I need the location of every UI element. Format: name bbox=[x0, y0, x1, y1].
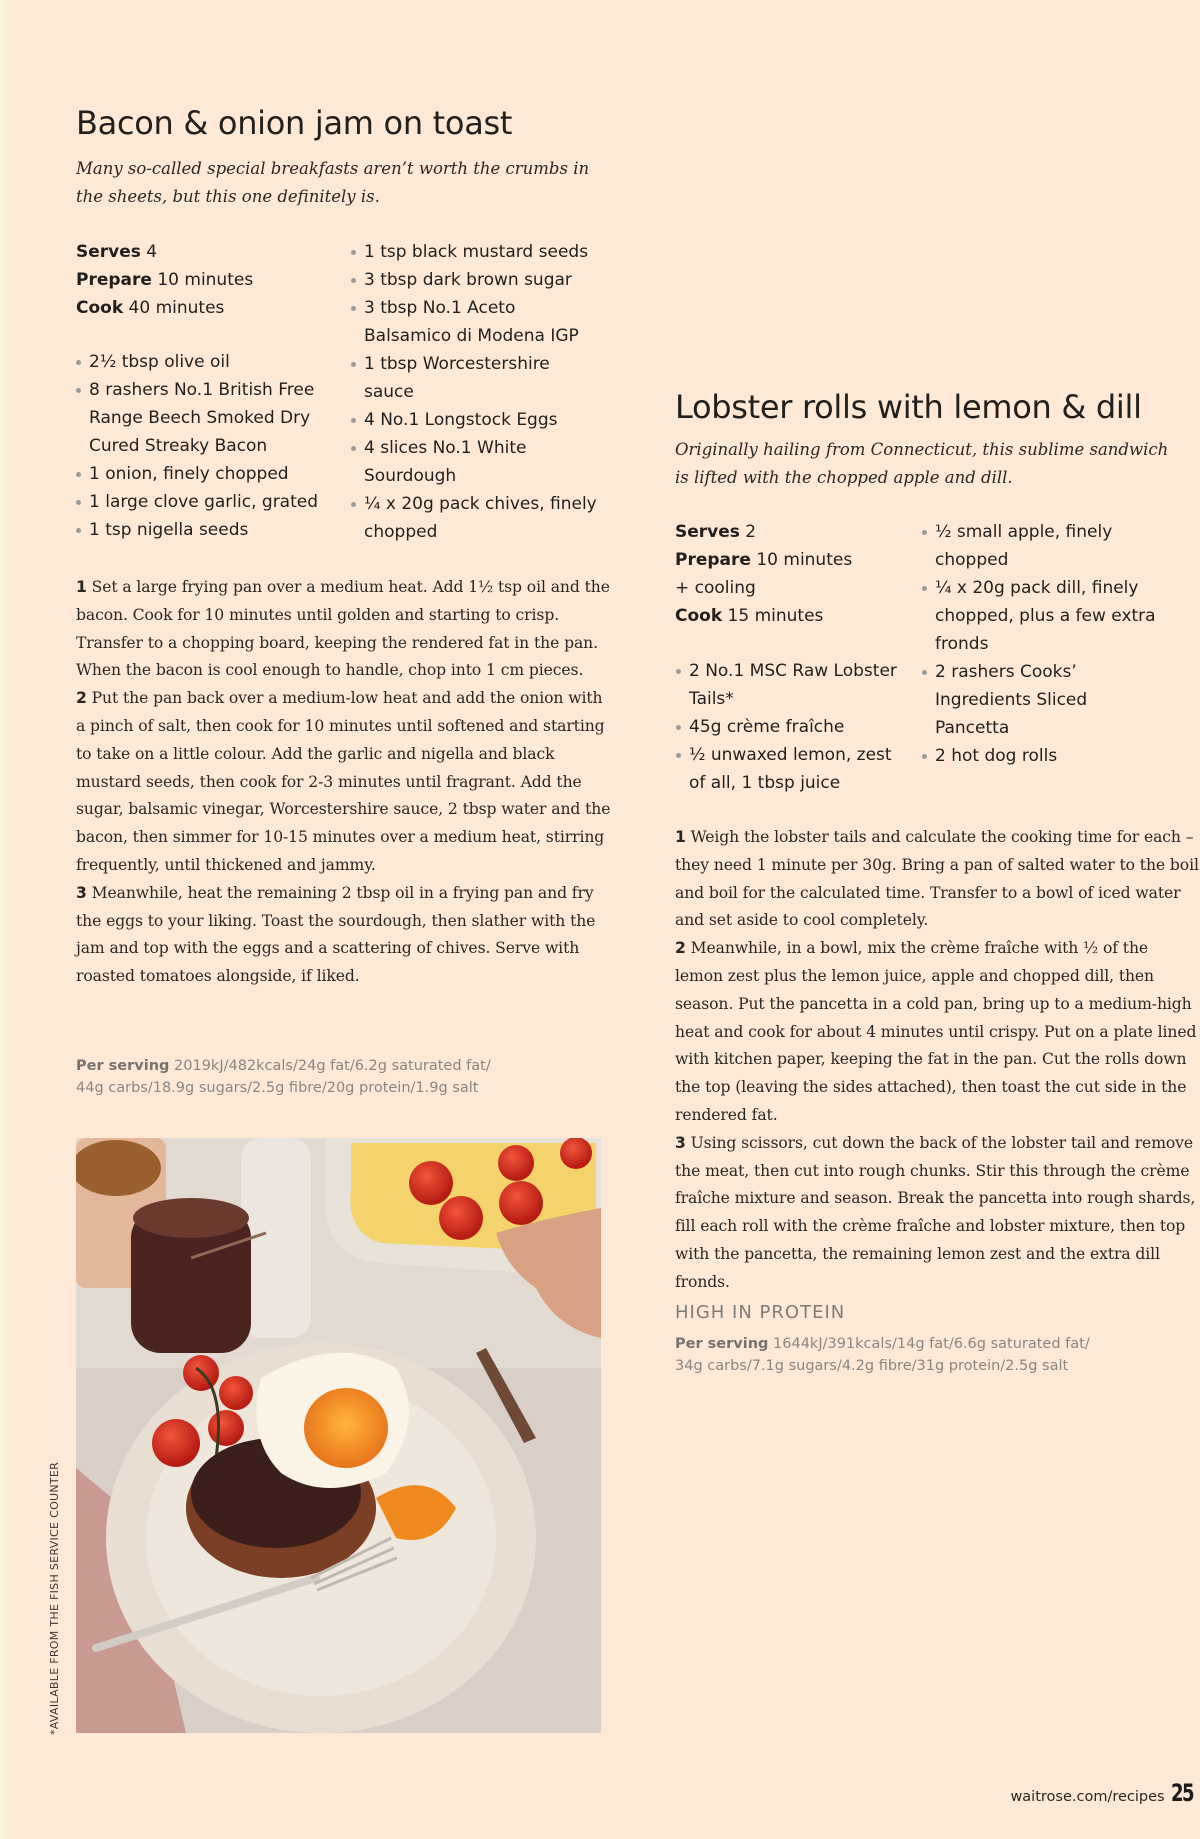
ingredient: 2 hot dog rolls bbox=[921, 742, 1156, 770]
step-text: Put the pan back over a medium-low heat and add the onion with a pinch of salt, then cook for 10 minutes until softened and starting to take on a little colour. Add the garlic and nigella and black mustard seeds, then cook for 2-3 minutes until fragrant. Add the sugar, balsamic vinegar, Worcestershire sauce, 2 tbsp water and the bacon, then simmer for 10-15 minutes over a medium heat, stirring frequently, until thickened and jammy. bbox=[76, 689, 611, 874]
prepare-label: Prepare bbox=[76, 270, 152, 290]
ingredient: 1 tsp black mustard seeds bbox=[350, 238, 605, 266]
prepare-value: 10 minutes bbox=[756, 550, 853, 570]
page-number: 25 bbox=[1170, 1779, 1193, 1807]
step-text: Meanwhile, in a bowl, mix the crème fraîche with ½ of the lemon zest plus the lemon juice, apple and chopped dill, then season. Put the pancetta in a cold pan, bring up to a medium-high heat and cook for about 4 minutes until crispy. Put on a plate lined with kitchen paper, keeping the fat in the pan. Cut the rolls down the top (leaving the sides attached), then toast the cut side in the rendered fat. bbox=[675, 939, 1197, 1124]
prepare-extra: + cooling bbox=[675, 578, 756, 598]
high-protein-badge: HIGH IN PROTEIN bbox=[675, 1302, 846, 1323]
step-number: 2 bbox=[675, 939, 686, 958]
footnote: *AVAILABLE FROM THE FISH SERVICE COUNTER bbox=[48, 1461, 61, 1735]
ingredient: 3 tbsp No.1 Aceto Balsamico di Modena IGP bbox=[350, 294, 605, 350]
prepare-value: 10 minutes bbox=[157, 270, 254, 290]
ingredient: 4 slices No.1 White Sourdough bbox=[350, 434, 605, 490]
ingredients-list-left bbox=[75, 348, 345, 544]
cook-label: Cook bbox=[675, 606, 723, 626]
step-number: 1 bbox=[76, 578, 87, 596]
ingredient: 1 large clove garlic, grated bbox=[75, 488, 345, 516]
nutrition-info bbox=[675, 1333, 1090, 1377]
method-step bbox=[675, 1130, 1200, 1297]
serves-label: Serves bbox=[76, 242, 141, 262]
page-edge bbox=[0, 0, 10, 1839]
cook-value: 40 minutes bbox=[128, 298, 225, 318]
nutrition-label: Per serving bbox=[76, 1058, 170, 1074]
nutrition-values: 1644kJ/391kcals/14g fat/6.6g saturated fat/ bbox=[773, 1336, 1090, 1352]
prepare-label: Prepare bbox=[675, 550, 751, 570]
method-step bbox=[76, 574, 616, 685]
ingredients-list-right bbox=[921, 518, 1156, 770]
method bbox=[76, 574, 616, 991]
ingredient: 8 rashers No.1 British Free Range Beech Smoked Dry Cured Streaky Bacon bbox=[75, 376, 345, 460]
ingredient: 2 rashers Cooks’ Ingredients Sliced Pancetta bbox=[921, 658, 1156, 742]
ingredients-list-left bbox=[675, 657, 905, 797]
step-number: 1 bbox=[675, 828, 686, 846]
recipe-photo bbox=[76, 1138, 601, 1733]
website-link[interactable]: waitrose.com/recipes bbox=[1010, 1789, 1165, 1805]
ingredient: 2 No.1 MSC Raw Lobster Tails* bbox=[675, 657, 905, 713]
step-text: Using scissors, cut down the back of the lobster tail and remove the meat, then cut into rough chunks. Stir this through the crème fraîche mixture and season. Break the pancetta into rough shards, fill each roll with the crème fraîche and lobster mixture, then top with the pancetta, the remaining lemon zest and the extra dill fronds. bbox=[675, 1133, 1196, 1291]
page-footer bbox=[1010, 1779, 1200, 1807]
nutrition-values: 34g carbs/7.1g sugars/4.2g fibre/31g protein/2.5g salt bbox=[675, 1358, 1069, 1374]
step-text: Meanwhile, heat the remaining 2 tbsp oil in a frying pan and fry the eggs to your liking. Toast the sourdough, then slather with the jam and top with the eggs and a scattering of chives. Serve with roasted tomatoes alongside, if liked. bbox=[76, 883, 596, 986]
method-step bbox=[675, 935, 1200, 1130]
nutrition-label: Per serving bbox=[675, 1336, 769, 1352]
ingredient: ½ small apple, finely chopped bbox=[921, 518, 1156, 574]
nutrition-info bbox=[76, 1055, 491, 1099]
recipe-title: Lobster rolls with lemon & dill bbox=[675, 388, 1142, 426]
cook-value: 15 minutes bbox=[727, 606, 824, 626]
recipe-intro: Originally hailing from Connecticut, this sublime sandwich is lifted with the chopped apple and dill. bbox=[675, 440, 1169, 487]
step-text: Weigh the lobster tails and calculate the cooking time for each – they need 1 minute per 30g. Bring a pan of salted water to the boil and boil for the calculated time. Transfer to a bowl of iced water and set aside to cool completely. bbox=[675, 828, 1199, 930]
recipe-meta bbox=[675, 518, 852, 630]
ingredient: 1 onion, finely chopped bbox=[75, 460, 345, 488]
ingredient: 2½ tbsp olive oil bbox=[75, 348, 345, 376]
ingredients-list-right bbox=[350, 238, 605, 546]
ingredient: 45g crème fraîche bbox=[675, 713, 905, 741]
ingredient: ¼ x 20g pack chives, finely chopped bbox=[350, 490, 605, 546]
method-step bbox=[76, 880, 616, 991]
ingredient: 4 No.1 Longstock Eggs bbox=[350, 406, 605, 434]
ingredient: ¼ x 20g pack dill, finely chopped, plus a few extra fronds bbox=[921, 574, 1156, 658]
method bbox=[675, 824, 1200, 1297]
serves-label: Serves bbox=[675, 522, 740, 542]
recipe-title: Bacon & onion jam on toast bbox=[76, 104, 513, 142]
ingredient: 3 tbsp dark brown sugar bbox=[350, 266, 605, 294]
step-text: Set a large frying pan over a medium heat. Add 1½ tsp oil and the bacon. Cook for 10 minutes until golden and starting to crisp. Transfer to a chopping board, keeping the rendered fat in the pan. When the bacon is cool enough to handle, chop into 1 cm pieces. bbox=[76, 578, 610, 680]
nutrition-values: 2019kJ/482kcals/24g fat/6.2g saturated fat/ bbox=[174, 1058, 491, 1074]
recipe-meta bbox=[76, 238, 253, 322]
cook-label: Cook bbox=[76, 298, 124, 318]
step-number: 3 bbox=[675, 1133, 686, 1152]
serves-value: 2 bbox=[745, 522, 757, 542]
food-photo-illustration bbox=[76, 1138, 601, 1733]
recipe-intro: Many so-called special breakfasts aren’t worth the crumbs in the sheets, but this one definitely is. bbox=[76, 159, 590, 206]
serves-value: 4 bbox=[146, 242, 158, 262]
method-step bbox=[76, 685, 616, 880]
ingredient: 1 tbsp Worcestershire sauce bbox=[350, 350, 605, 406]
ingredient: ½ unwaxed lemon, zest of all, 1 tbsp juice bbox=[675, 741, 905, 797]
method-step bbox=[675, 824, 1200, 935]
step-number: 2 bbox=[76, 689, 87, 708]
ingredient: 1 tsp nigella seeds bbox=[75, 516, 345, 544]
nutrition-values: 44g carbs/18.9g sugars/2.5g fibre/20g protein/1.9g salt bbox=[76, 1080, 479, 1096]
step-number: 3 bbox=[76, 883, 87, 902]
